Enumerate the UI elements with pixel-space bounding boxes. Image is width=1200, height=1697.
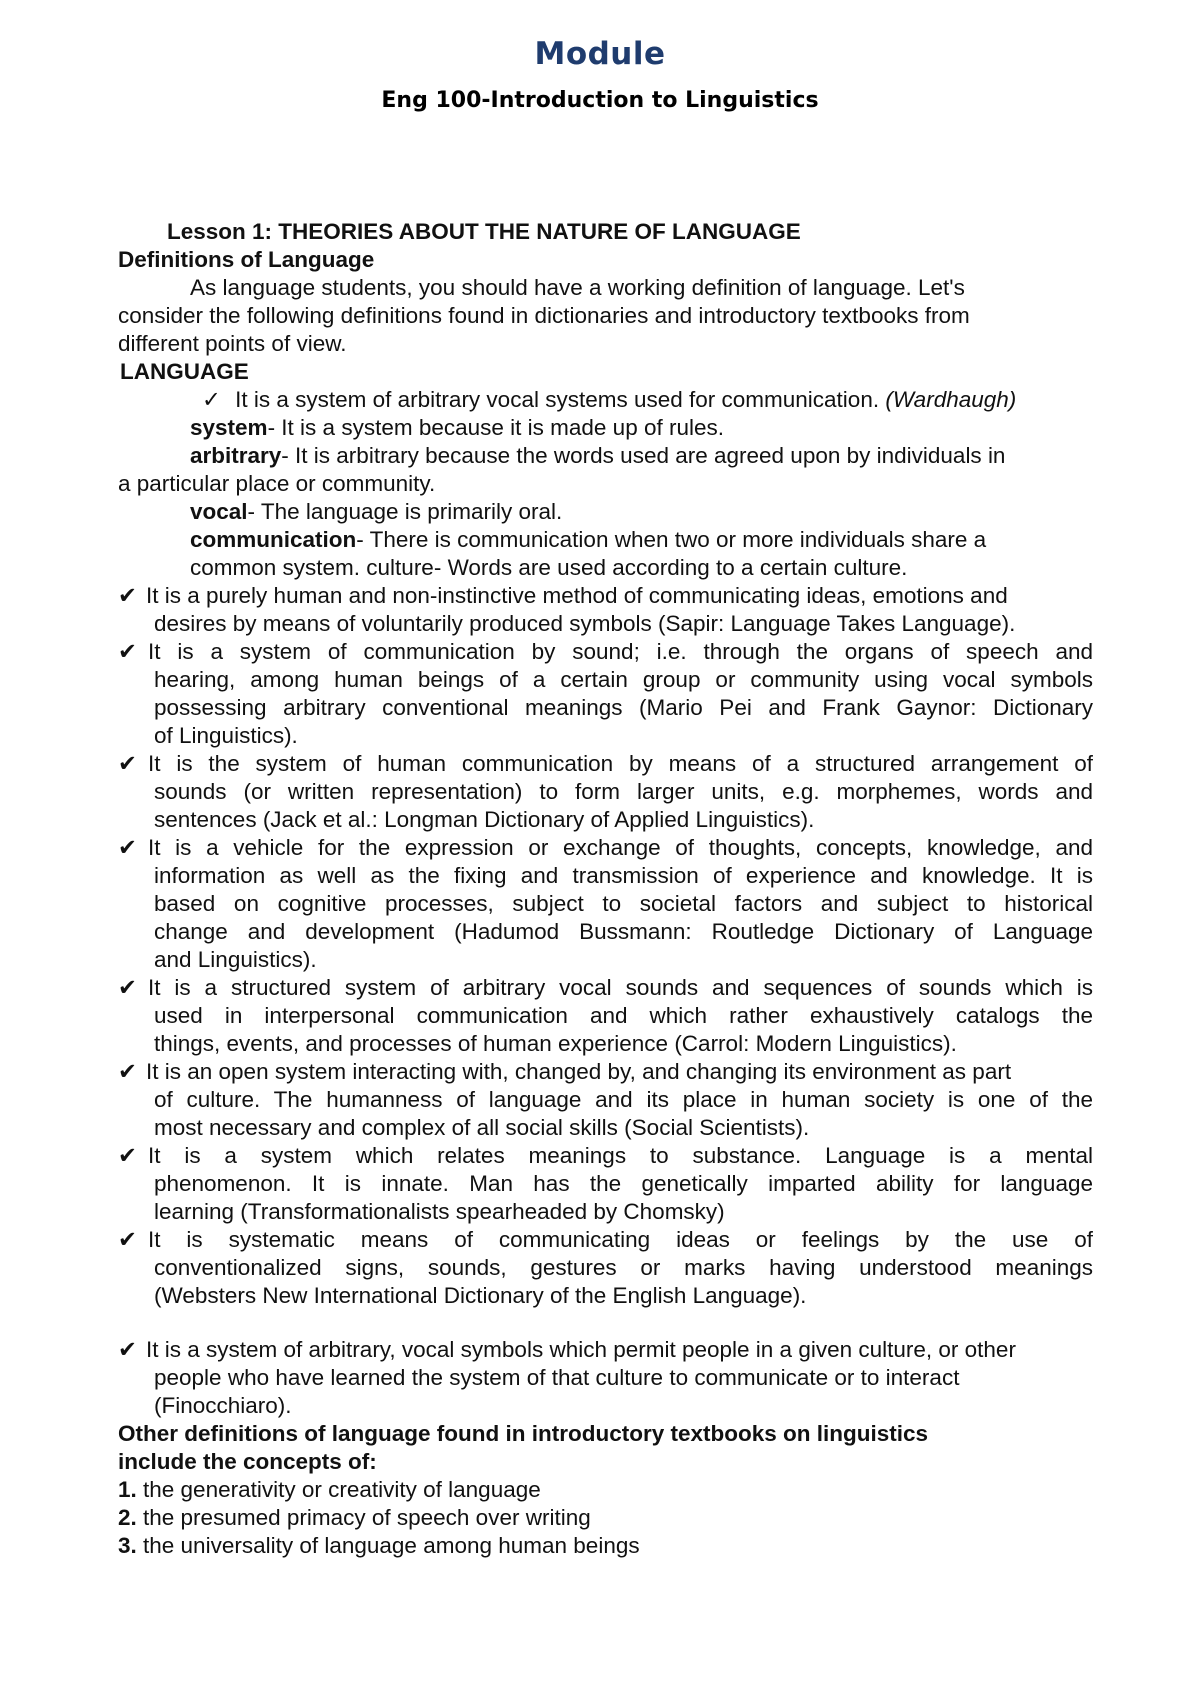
definition-line: change and development (Hadumod Bussmann: Routledge Dictionary of Language bbox=[154, 919, 1093, 944]
term-arbitrary-continued: a particular place or community. bbox=[118, 471, 436, 496]
intro-line: different points of view. bbox=[118, 331, 347, 356]
check-icon: ✓ bbox=[202, 387, 221, 412]
check-icon: ✔ bbox=[118, 1227, 137, 1252]
definition-line: It is a system which relates meanings to substance. Language is a mental bbox=[148, 1143, 1093, 1168]
definition-line: It is a vehicle for the expression or exchange of thoughts, concepts, knowledge, and bbox=[148, 835, 1093, 860]
term-definition: - The language is primarily oral. bbox=[247, 499, 563, 524]
definition-line: hearing, among human beings of a certain group or community using vocal symbols bbox=[154, 667, 1093, 692]
definition-item bbox=[118, 1226, 1093, 1254]
definition-line: sounds (or written representation) to form larger units, e.g. morphemes, words and bbox=[154, 779, 1093, 804]
section-heading: Definitions of Language bbox=[118, 247, 375, 272]
definition-line: (Websters New International Dictionary of the English Language). bbox=[154, 1283, 807, 1308]
term-label: arbitrary bbox=[190, 443, 282, 468]
check-icon: ✔ bbox=[118, 751, 137, 776]
definition-line: It is a system of arbitrary, vocal symbols which permit people in a given culture, or other bbox=[146, 1337, 1016, 1362]
term-arbitrary bbox=[118, 442, 1093, 470]
term-communication-continued: common system. culture- Words are used according to a certain culture. bbox=[190, 555, 908, 580]
definition-line: phenomenon. It is innate. Man has the genetically imparted ability for language bbox=[154, 1171, 1093, 1196]
definition-line: (Finocchiaro). bbox=[154, 1393, 292, 1418]
definition-line: It is a purely human and non-instinctive method of communicating ideas, emotions and bbox=[146, 583, 1008, 608]
term-system bbox=[118, 414, 1093, 442]
lesson-body bbox=[118, 218, 1093, 1560]
definition-item bbox=[118, 750, 1093, 778]
lesson-heading: Lesson 1: THEORIES ABOUT THE NATURE OF LANGUAGE bbox=[167, 219, 801, 244]
intro-line: As language students, you should have a working definition of language. Let's bbox=[190, 275, 965, 300]
first-definition bbox=[118, 386, 1093, 414]
concept-item bbox=[118, 1476, 1093, 1504]
term-definition: - There is communication when two or more individuals share a bbox=[356, 527, 987, 552]
definition-line: and Linguistics). bbox=[154, 947, 317, 972]
term-label: vocal bbox=[190, 499, 248, 524]
spacer bbox=[118, 1310, 1093, 1336]
definition-line: based on cognitive processes, subject to societal factors and subject to historical bbox=[154, 891, 1093, 916]
definition-line: desires by means of voluntarily produced symbols (Sapir: Language Takes Language). bbox=[154, 611, 1016, 636]
check-icon: ✔ bbox=[118, 1337, 137, 1362]
intro-line: consider the following definitions found in dictionaries and introductory textbooks from bbox=[118, 303, 970, 328]
check-icon: ✔ bbox=[118, 975, 137, 1000]
check-icon: ✔ bbox=[118, 639, 137, 664]
concept-item bbox=[118, 1504, 1093, 1532]
concept-text: the generativity or creativity of language bbox=[136, 1477, 541, 1502]
term-definition: - It is arbitrary because the words used are agreed upon by individuals in bbox=[281, 443, 1006, 468]
definition-line: things, events, and processes of human experience (Carrol: Modern Linguistics). bbox=[154, 1031, 957, 1056]
definition-line: It is the system of human communication by means of a structured arrangement of bbox=[148, 751, 1093, 776]
language-label: LANGUAGE bbox=[120, 359, 249, 384]
definition-line: most necessary and complex of all social skills (Social Scientists). bbox=[154, 1115, 810, 1140]
other-definitions-heading: include the concepts of: bbox=[118, 1449, 377, 1474]
definition-line: learning (Transformationalists spearheaded by Chomsky) bbox=[154, 1199, 725, 1224]
definition-line: It is a structured system of arbitrary vocal sounds and sequences of sounds which is bbox=[148, 975, 1093, 1000]
definition-line: of Linguistics). bbox=[154, 723, 298, 748]
definition-line: people who have learned the system of that culture to communicate or to interact bbox=[154, 1365, 960, 1390]
definition-line: information as well as the fixing and transmission of experience and knowledge. It is bbox=[154, 863, 1093, 888]
definition-line: conventionalized signs, sounds, gestures or marks having understood meanings bbox=[154, 1255, 1093, 1280]
definition-item bbox=[118, 638, 1093, 666]
definition-line: It is systematic means of communicating ideas or feelings by the use of bbox=[148, 1227, 1093, 1252]
first-definition-text: It is a system of arbitrary vocal systems used for communication. bbox=[235, 387, 880, 412]
check-icon: ✔ bbox=[118, 835, 137, 860]
definition-line: It is an open system interacting with, changed by, and changing its environment as part bbox=[146, 1059, 1012, 1084]
first-definition-source: (Wardhaugh) bbox=[885, 387, 1017, 412]
term-label: communication bbox=[190, 527, 357, 552]
definition-line: of culture. The humanness of language and its place in human society is one of the bbox=[154, 1087, 1093, 1112]
term-communication bbox=[118, 526, 1093, 554]
term-label: system bbox=[190, 415, 268, 440]
concept-number: 3. bbox=[118, 1533, 137, 1558]
definition-line: possessing arbitrary conventional meanings (Mario Pei and Frank Gaynor: Dictionary bbox=[154, 695, 1093, 720]
term-vocal bbox=[118, 498, 1093, 526]
definition-item bbox=[118, 974, 1093, 1002]
concept-number: 2. bbox=[118, 1505, 137, 1530]
other-definitions-heading: Other definitions of language found in introductory textbooks on linguistics bbox=[118, 1421, 928, 1446]
check-icon: ✔ bbox=[118, 1059, 137, 1084]
definition-item bbox=[118, 834, 1093, 862]
concept-text: the presumed primacy of speech over writing bbox=[136, 1505, 591, 1530]
definition-line: used in interpersonal communication and which rather exhaustively catalogs the bbox=[154, 1003, 1093, 1028]
definition-item bbox=[118, 1142, 1093, 1170]
concept-text: the universality of language among human beings bbox=[136, 1533, 640, 1558]
check-icon: ✔ bbox=[118, 1143, 137, 1168]
concept-item bbox=[118, 1532, 1093, 1560]
concept-number: 1. bbox=[118, 1477, 137, 1502]
definition-line: It is a system of communication by sound; i.e. through the organs of speech and bbox=[148, 639, 1093, 664]
definition-item bbox=[118, 1336, 1093, 1364]
term-definition: - It is a system because it is made up of rules. bbox=[267, 415, 725, 440]
definition-item bbox=[118, 1058, 1093, 1086]
definition-line: sentences (Jack et al.: Longman Dictionary of Applied Linguistics). bbox=[154, 807, 815, 832]
course-subtitle: Eng 100-Introduction to Linguistics bbox=[381, 88, 819, 113]
definition-item bbox=[118, 582, 1093, 610]
module-title: Module bbox=[534, 36, 666, 72]
check-icon: ✔ bbox=[118, 583, 137, 608]
